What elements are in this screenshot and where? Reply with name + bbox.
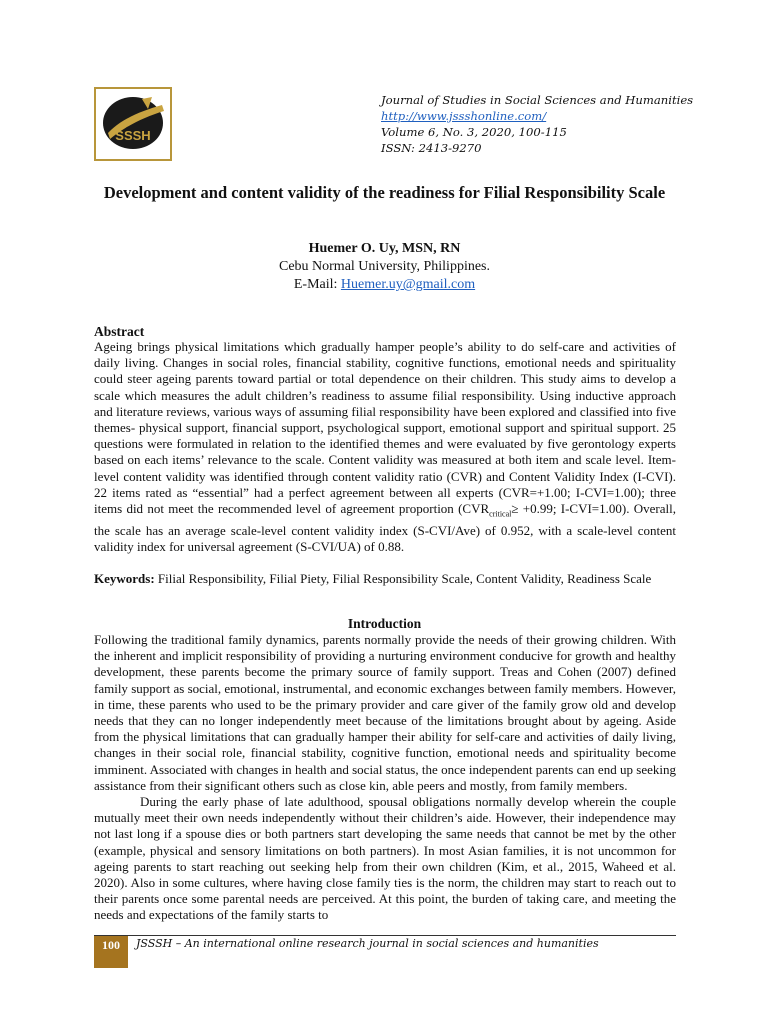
intro-paragraph-1: Following the traditional family dynamics, parents normally provide the needs of their growing children. With the inherent and implicit responsibility of providing a nurturing environment conducive for growth and healthy development, these parents become the primary source of family support. Treas and Cohen (2007) defined family support as social, emotional, instrumental, and economic exchanges between family members. However, in time, these parents who used to be the primary provider and care giver of the family grow old and develop needs that they can no longer independently meet because of the limitations brought about by ageing. Aside from the physical limitations that can gradually hamper their ability for self-care and activities of daily living, changes in their social role, financial stability, cognitive function, emotional needs and spirituality become imminent. Associated with changes in health and social status, the once independent parents can end up seeking assistance from their significant others such as close kin, able peers and mostly, from family members. [94, 632, 676, 793]
journal-name: Journal of Studies in Social Sciences and Humanities [381, 93, 694, 107]
logo-graphic [96, 89, 170, 159]
abstract-text-part1: Ageing brings physical limitations which gradually hamper people’s ability to do self-care and activities of daily living. Changes in social roles, financial stability, cognitive functions, emotional needs and spirituality could steer ageing parents toward partial or total dependence on their children. This study aims to develop a scale which measures the adult children’s readiness to assume filial responsibility. Using inductive approach and literature reviews, various ways of assuming filial responsibility have been explored and classified into five themes- physical support, financial support, psychological support, emotional support and spiritual support. 25 questions were formulated in relation to the identified themes and were evaluated by five gerontology experts based on each items’ relevance to the scale. Content validity was measured at both item and scale level. Item-level content validity was identified through content validity ratio (CVR) and Content Validity Index (I-CVI). 22 items rated as “essential” had a perfect agreement between all experts (CVR=+1.00; I-CVI=1.00); three items did not meet the recommended level of agreement proportion (CVR [94, 339, 676, 517]
logo-text: SSSH [115, 128, 151, 143]
author-email-line [92, 276, 677, 294]
journal-volume: Volume 6, No. 3, 2020, 100-115 [381, 125, 567, 139]
keywords-text: Filial Responsibility, Filial Piety, Filial Responsibility Scale, Content Validity, Readiness Scale [154, 571, 652, 586]
abstract-subscript: critical [489, 509, 512, 519]
journal-issn: ISSN: 2413-9270 [381, 141, 482, 155]
introduction-heading: Introduction [347, 616, 422, 631]
abstract-text [94, 339, 676, 555]
intro-paragraph-2: During the early phase of late adulthood, spousal obligations normally develop wherein the couple mutually meet their own needs independently without their children’s aide. However, their independence may not last long if a spouse dies or both partners start developing the same needs that cannot be met by the other (example, physical and sensory limitations on both partners). In most Asian families, it is not uncommon for ageing parents to start reaching out seeking help from their own children (Kim, et al., 2015, Waheed et al. 2020). Also in some cultures, where having close family ties is the norm, the children may start to reach out to their parents once some parental needs are perceived. At this point, the burden of taking care, and meeting the needs and expectations of the family starts to [94, 794, 676, 923]
author-name: Huemer O. Uy, MSN, RN [308, 241, 461, 256]
author-affiliation: Cebu Normal University, Philippines. [278, 259, 491, 274]
introduction-body [94, 632, 676, 924]
paper-title: Development and content validity of the readiness for Filial Responsibility Scale [103, 183, 666, 202]
abstract-heading: Abstract [94, 324, 145, 339]
keywords-label: Keywords: [94, 571, 155, 586]
journal-info [381, 92, 693, 156]
abstract-text-part2: ≥ +0.99; I-CVI=1.00). Overall, the scale has an average scale-level content validity index (S-CVI/Ave) of 0.952, with a scale-level content validity index for universal agreement (S-CVI/UA) of 0.88. [94, 501, 676, 555]
keywords [94, 571, 676, 587]
page-number: 100 [94, 936, 128, 968]
footer-divider [94, 935, 676, 936]
email-label: E-Mail: [293, 277, 341, 292]
journal-url-link[interactable]: http://www.jssshonline.com/ [381, 109, 547, 123]
journal-logo [94, 87, 172, 161]
footer-text: JSSSH – An international online research journal in social sciences and humanities [136, 937, 599, 950]
author-block [92, 240, 677, 294]
author-email-link[interactable]: Huemer.uy@gmail.com [340, 277, 476, 292]
